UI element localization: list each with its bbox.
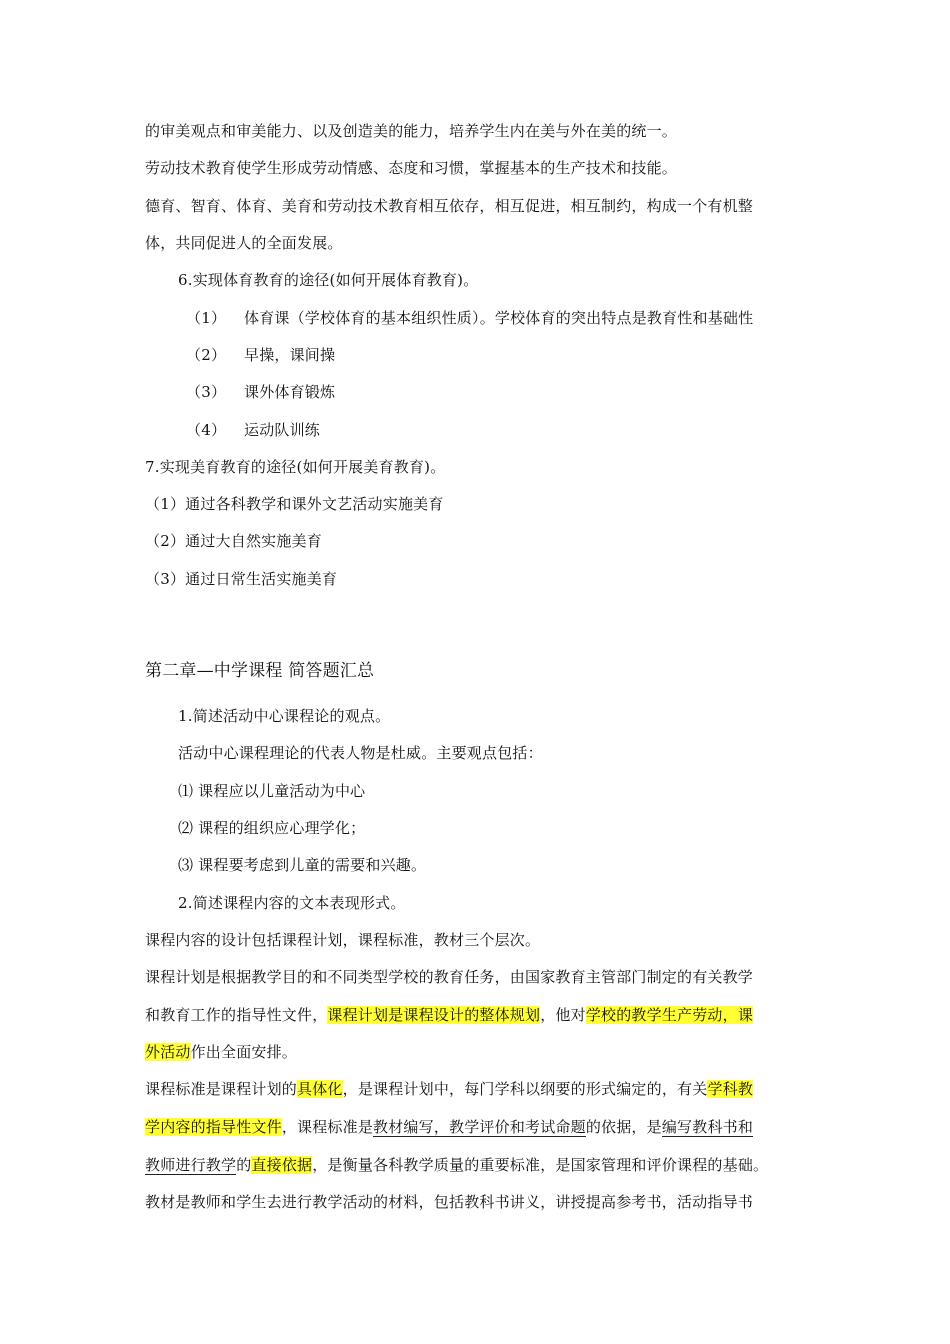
section-heading-pe: 6.实现体育教育的途径(如何开展体育教育)。 <box>178 271 479 289</box>
highlighted-text: 直接依据 <box>251 1156 313 1174</box>
text-span: 作出全面安排。 <box>190 1043 298 1061</box>
text-span: ，是课程计划中，每门学科以纲要的形式编定的，有关 <box>342 1080 708 1098</box>
question-title: 1.简述活动中心课程论的观点。 <box>178 707 391 725</box>
highlighted-text: 具体化 <box>297 1080 343 1098</box>
text-span: 课程标准是课程计划的 <box>145 1080 298 1098</box>
text-span: ，课程标准是 <box>281 1118 374 1136</box>
underlined-text: 教师进行教学 <box>145 1156 237 1174</box>
list-item <box>186 420 320 440</box>
text-line: 劳动技术教育使学生形成劳动情感、态度和习惯，掌握基本的生产技术和技能。 <box>145 159 678 177</box>
highlighted-text: 学科教 <box>707 1080 754 1098</box>
list-text: 早操，课间操 <box>244 346 336 364</box>
text-span: 的 <box>236 1156 252 1174</box>
text-line: 活动中心课程理论的代表人物是杜威。主要观点包括： <box>178 744 543 762</box>
list-item: （2）通过大自然实施美育 <box>145 532 322 550</box>
text-line: 课程计划是根据教学目的和不同类型学校的教育任务，由国家教育主管部门制定的有关教学 <box>145 968 754 986</box>
text-line: 体，共同促进人的全面发展。 <box>145 234 343 252</box>
text-line: 的审美观点和审美能力、以及创造美的能力，培养学生内在美与外在美的统一。 <box>145 122 678 140</box>
text-line <box>145 1117 753 1137</box>
list-item: （3）通过日常生活实施美育 <box>145 570 338 588</box>
list-item: （1）通过各科教学和课外文艺活动实施美育 <box>145 495 444 513</box>
highlighted-text: 学内容的指导性文件 <box>145 1118 282 1136</box>
list-item <box>186 345 335 365</box>
chapter-heading: 第二章—中学课程 简答题汇总 <box>145 661 375 681</box>
text-line <box>145 1005 753 1025</box>
list-number: （4） <box>186 421 227 439</box>
list-item <box>186 308 753 328</box>
text-line: 教材是教师和学生去进行教学活动的材料，包括教科书讲义，讲授提高参考书，活动指导书 <box>145 1193 754 1211</box>
list-item: ⑵ 课程的组织应心理学化； <box>178 819 366 837</box>
list-number: （3） <box>186 383 227 401</box>
list-text: 体育课（学校体育的基本组织性质）。学校体育的突出特点是教育性和基础性 <box>244 309 754 327</box>
text-line <box>145 1079 753 1099</box>
text-span: ，他对 <box>540 1006 586 1024</box>
text-line: 课程内容的设计包括课程计划，课程标准，教材三个层次。 <box>145 931 541 949</box>
list-number: （2） <box>186 346 227 364</box>
highlighted-text: 课程计划是课程设计的整体规划 <box>327 1006 541 1024</box>
list-item: ⑴ 课程应以儿童活动为中心 <box>178 782 366 800</box>
text-line <box>145 1155 768 1175</box>
section-heading-art: 7.实现美育教育的途径(如何开展美育教育)。 <box>145 458 446 476</box>
list-item <box>186 382 335 402</box>
list-item: ⑶ 课程要考虑到儿童的需要和兴趣。 <box>178 856 427 874</box>
text-span: 的依据，是 <box>585 1118 662 1136</box>
question-title: 2.简述课程内容的文本表现形式。 <box>178 894 406 912</box>
list-text: 运动队训练 <box>244 421 321 439</box>
text-line: 德育、智育、体育、美育和劳动技术教育相互依存，相互促进，相互制约，构成一个有机整 <box>145 197 754 215</box>
text-span: ，是衡量各科教学质量的重要标准，是国家管理和评价课程的基础。 <box>312 1156 769 1174</box>
list-text: 课外体育锻炼 <box>244 383 336 401</box>
underlined-text: 教材编写，教学评价和考试命题 <box>373 1118 586 1136</box>
text-line <box>145 1042 297 1062</box>
text-span: 和教育工作的指导性文件， <box>145 1006 328 1024</box>
list-number: （1） <box>186 309 227 327</box>
underlined-text: 编写教科书和 <box>661 1118 754 1136</box>
highlighted-text: 学校的教学生产劳动，课 <box>585 1006 754 1024</box>
highlighted-text: 外活动 <box>145 1043 191 1061</box>
